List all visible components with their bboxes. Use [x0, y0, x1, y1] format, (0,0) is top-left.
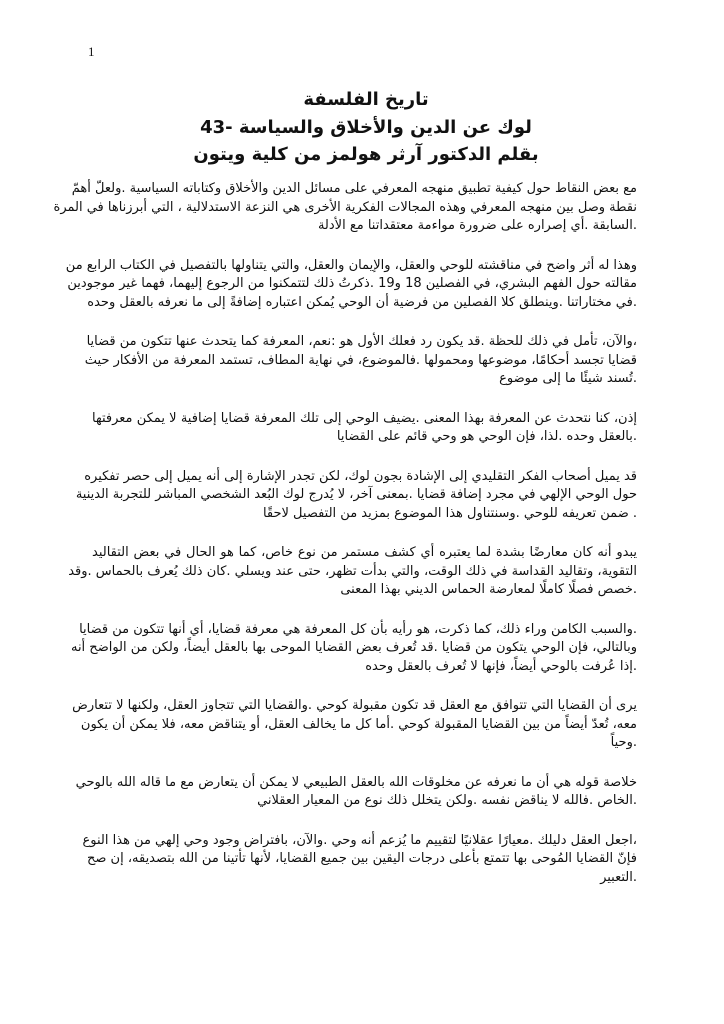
paragraph-line: قضايا تجسد أحكامًا، موضوعها ومحمولها .فالموضوع، في نهاية المطاف، تستمد المعرفة من الأفكار حيث [84, 352, 637, 368]
paragraph-line: التقوية، وتقاليد القداسة في ذلك الوقت، والتي بدأت تظهر، حتى عند ويسلي .كان ذلك يُعرف بالحماس .وقد [68, 563, 637, 579]
paragraph [53, 180, 637, 236]
paragraph-line: مقالته حول الفهم البشري، في الفصلين 18 و19 .ذكرتُ ذلك لتتمكنوا من الرجوع إليهما، فهما غير موجودين [67, 276, 637, 291]
paragraph [92, 410, 637, 447]
paragraph-line: .بالعقل وحده .لذا، فإن الوحي هو وحي قائم على القضايا [336, 429, 637, 444]
paragraph-line: ،والآن، تأمل في ذلك للحظة .قد يكون رد فعلك الأول هو :نعم، المعرفة كما يتحدث عنها تتكون من قضايا [86, 334, 637, 349]
paragraph-line: . ضمن تعريفه للوحي .وسنتناول هذا الموضوع بمزيد من التفصيل لاحقًا [262, 505, 637, 521]
paragraph-line: وبالتالي، فإن الوحي يتكون من قضايا .قد تُعرف بعض القضايا الموحى بها بالعقل أيضاً، ولكن من الواضح أنه [70, 640, 637, 655]
paragraph-line: حول الوحي الإلهي في مجرد إضافة قضايا .بمعنى آخر، لا يُدرج لوك البُعد الشخصي المباشر للتجربة الدينية [75, 487, 637, 502]
paragraph-line: خلاصة قوله هي أن ما نعرفه عن مخلوقات الله بالعقل الطبيعي لا يمكن أن يتعارض مع ما قاله الله بالوحي [75, 774, 637, 790]
page-title: تاريخ الفلسفة [303, 89, 429, 110]
paragraph [65, 257, 637, 313]
paragraph-line: .والسبب الكامن وراء ذلك، كما ذكرت، هو رأيه بأن كل المعرفة هي معرفة قضايا، أي أنها تتكون من قضايا [79, 621, 637, 637]
paragraph-line: .خصص فصلًا كاملًا لمعارضة الحماس الديني بهذا المعنى [340, 582, 637, 597]
paragraph-line: .إذا عُرفت بالوحي أيضاً، فإنها لا تُعرف بالعقل وحده [365, 658, 637, 674]
paragraph-line: .تُسند شيئًا ما إلى موضوع [499, 371, 637, 386]
paragraph-line: معه، تُعدّ أيضاً من بين القضايا المقبولة كوحي .أما كل ما يخالف العقل، أو يتناقض معه، فلا يمكن أن يكون [80, 716, 637, 732]
paragraph [82, 832, 637, 888]
paragraph-line: .التعبير [600, 869, 637, 885]
paragraph-line: مع بعض النقاط حول كيفية تطبيق منهجه المعرفي على مسائل الدين والأخلاق وكتاباته السياسية .ولعلّ أهمّ [71, 181, 637, 196]
paragraph-line: فإنّ القضايا المُوحى بها تتمتع بأعلى درجات اليقين بين جميع القضايا، لأنها تأتينا من الله بتصديقه، إن صح [86, 851, 637, 866]
paragraph-line: ،اجعل العقل دليلك .معيارًا عقلانيًا لتقييم ما يُزعم أنه وحي .والآن، بافتراض وجود وحي إلهي من هذا النوع [82, 832, 637, 848]
paragraph-line: وهذا له أثر واضح في مناقشته للوحي والعقل، والإيمان والعقل، والتي يتناولها بالتفصيل في الكتاب الرابع من [65, 257, 637, 273]
paragraph-line: إذن، كنا نتحدث عن المعرفة بهذا المعنى .يضيف الوحي إلى تلك المعرفة قضايا إضافية لا يمكن معرفتها [92, 410, 637, 426]
page-subtitle: لوك عن الدين والأخلاق والسياسة -43 [200, 116, 532, 138]
author-line: بقلم الدكتور آرثر هولمز من كلية ويتون [193, 144, 539, 165]
paragraph-line: نقطة وصل بين منهجه المعرفي وهذه المجالات الفكرية الأخرى هي النزعة الاستدلالية ، التي أبرزناها في المرة [53, 199, 637, 215]
paragraph-line: .الخاص .فالله لا يناقض نفسه .ولكن يتخلل ذلك نوع من المعيار العقلاني [257, 793, 637, 808]
paragraph [84, 333, 637, 389]
paragraph [70, 621, 637, 677]
paragraph-line: .وحياً [610, 735, 637, 750]
paragraph [75, 774, 637, 811]
paragraph [72, 697, 637, 753]
page-number: 1 [88, 44, 95, 59]
paragraph [75, 468, 637, 524]
paragraph [68, 544, 637, 600]
document-header [0, 86, 724, 169]
paragraph-line: يرى أن القضايا التي تتوافق مع العقل قد تكون مقبولة كوحي .والقضايا التي تتجاوز العقل، ولكنها لا تتعارض [72, 698, 637, 713]
paragraph-line: .في مختاراتنا .وينطلق كلا الفصلين من فرضية أن الوحي يُمكن اعتباره إضافةً إلى ما نعرفه بالعقل وحده [87, 294, 637, 310]
document-body [53, 180, 637, 908]
paragraph-line: يبدو أنه كان معارضًا بشدة لما يعتبره أي كشف مستمر من نوع خاص، كما هو الحال في بعض التقاليد [92, 545, 637, 560]
paragraph-line: قد يميل أصحاب الفكر التقليدي إلى الإشادة بجون لوك، لكن تجدر الإشارة إلى أنه يميل إلى حصر تفكيره [84, 468, 637, 484]
paragraph-line: .السابقة .أي إصراره على ضرورة مواءمة معتقداتنا مع الأدلة [317, 218, 637, 233]
